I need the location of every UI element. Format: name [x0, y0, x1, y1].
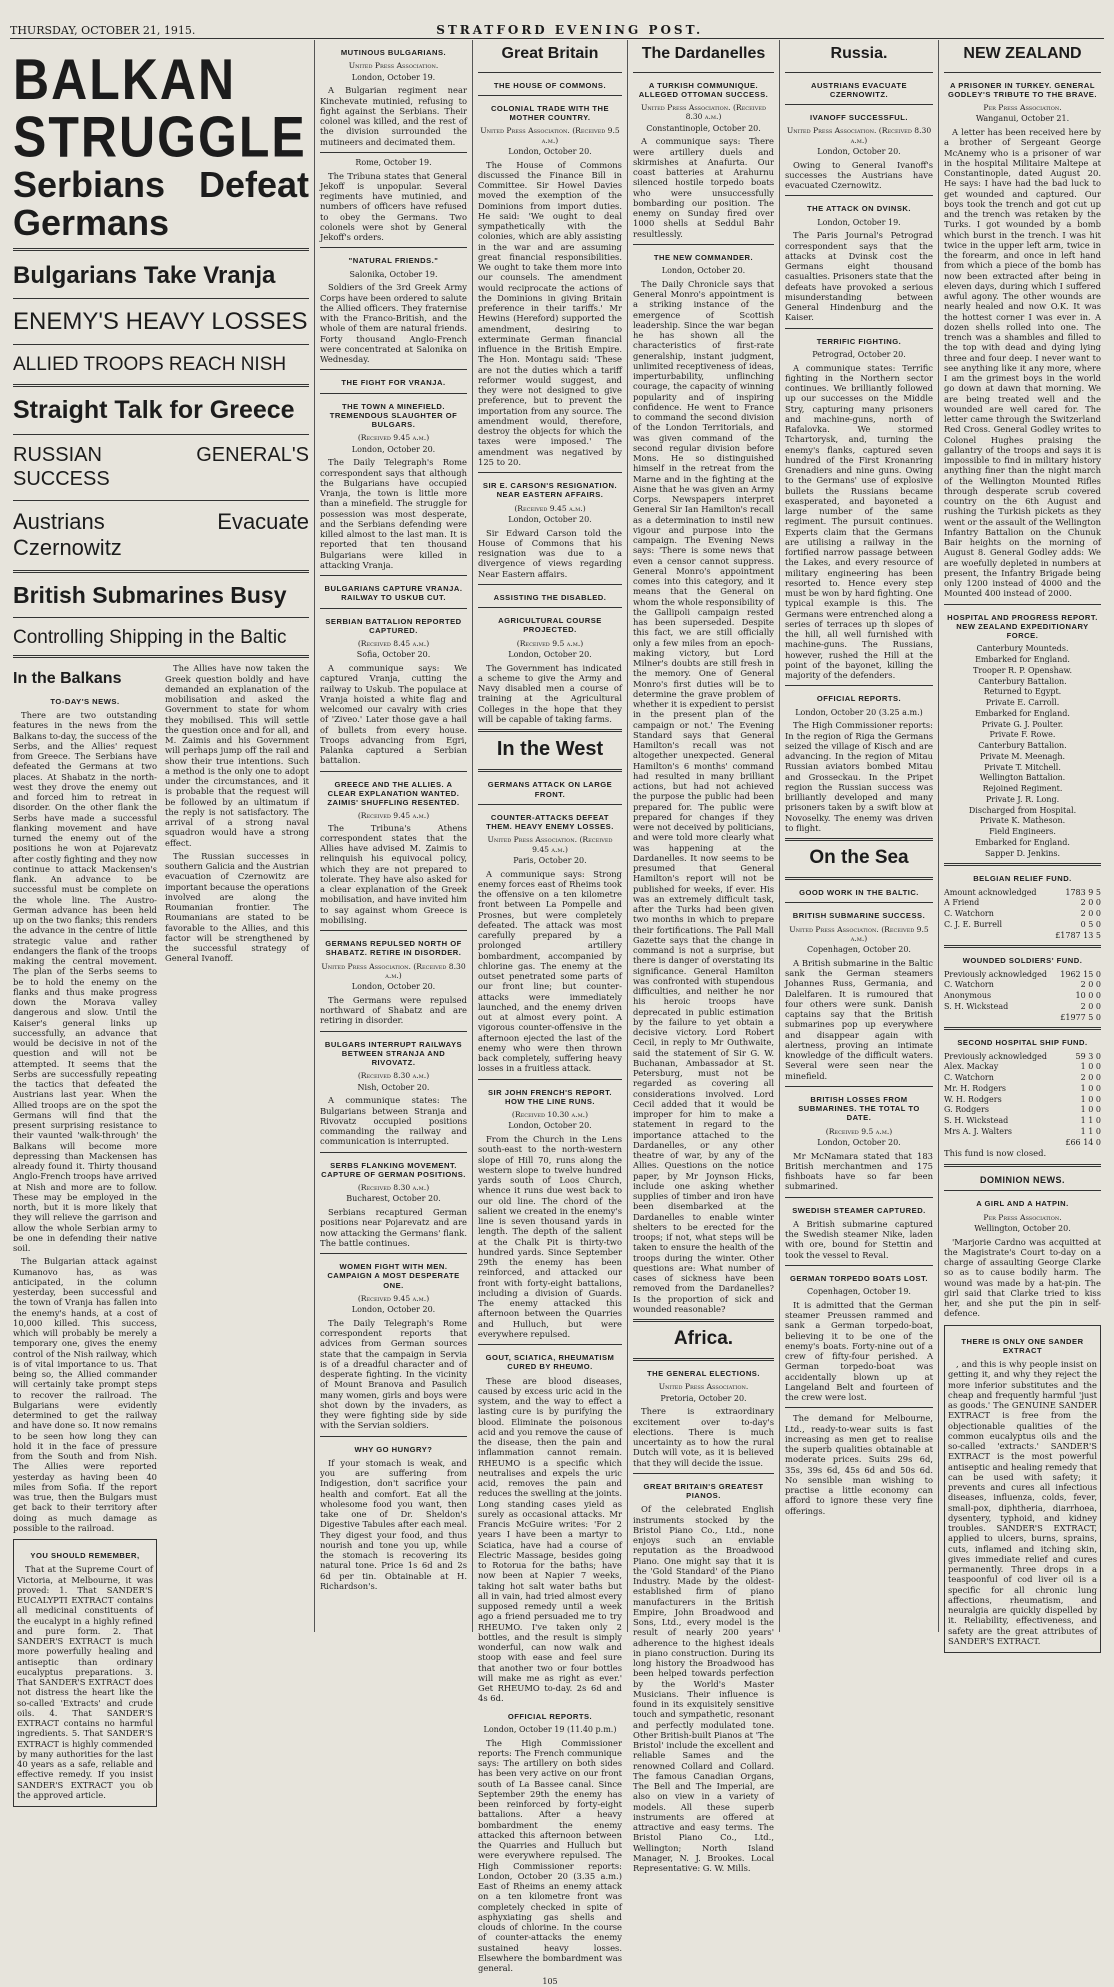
fund-row [944, 1062, 1101, 1072]
fund-row [944, 1116, 1101, 1126]
column-balkans [8, 40, 314, 1800]
article [785, 1274, 933, 1403]
balkans-text-4: The Russian successes in southern Galicia and the Austrian evacuation of Czernowitz are important because the operations involved are along the Roumanian frontier. The Roumanians are stated to be favorable to the Allies, and this factor will be strengthened by the successful strategy of General Ivanoff. [165, 850, 309, 964]
remember-text: That at the Supreme Court of Victoria, at Melbourne, it was proved: 1. That SANDER'S EUCALYPTI EXTRACT contains all medicinal constituents of the eucalypt in a highly refined and pure form. 2. That SANDER'S EXTRACT is much more powerfully healing and antiseptic than ordinary eucalyptus preparations. 3. That SANDER'S EXTRACT does not distress the heart like the so-called 'Extracts' and crude oils. 4. That SANDER'S EXTRACT contains no harmful ingredients. 5. That SANDER'S EXTRACT is highly commended by many authorities for the last 40 years as a safe, reliable and effective remedy. If you insist SANDER'S EXTRACT you ob the approved article. [17, 1564, 153, 1800]
article [633, 1369, 774, 1468]
article [320, 1445, 467, 1592]
balkans-text-1: There are two outstanding features in the news from the Balkans to-day, the success of the Serbs, and the Allies' request from Greece. The Serbians have defeated the Germans at two places. At Shabatz in the north-west they drove the enemy out and forced him to retreat in disorder. On the other flank the Serbs have made a successful flanking movement and have turned the enemy out of the positions he won at Pojarevatz after costly fighting and they now continue to attack Mackensen's flank. An advance to be successful must be complete on the whole line. The Austro-German advance has been held up on the two flanks; this renders the advance in the centre of little strategic value and rather endangers the flank of the troops making the central movement. The plan of the Serbs seems to be to hold the enemy on the flanks and thus make progress down the Morava valley dangerous and slow. Until the Kaiser's general links up successfully, an advance that would be decisive in not of the question and will not be attempted. It seems that the Serbs are successfully repeating the tactics that defeated the Austrians last year. When the Allied troops are on the spot the Germans will find that the present surprising resistance to their vaunted 'walk-through' the Balkans will become more depressing than Mackensen has already found it. Thirty thousand Anglo-French troops have arrived at Nish and more are to follow. These may be employed in the north, but it is more likely that they will relieve the garrison and allow the whole Serbian army to be one in defending their native soil. [13, 710, 157, 1254]
roll-entry: Private K. Matheson. [979, 816, 1066, 826]
fund-donor: C. J. E. Burrell [944, 919, 1003, 929]
article-body: The Tribuna states that General Jekoff is unpopular. Several regiments have mutinied, and numbers of officers have refused to obey the Germans. Two colonels were shot by General Jekoff's orders. [320, 170, 467, 242]
funds [944, 863, 1101, 1147]
great-britain-heading: Great Britain [501, 45, 599, 62]
fund-amount: 1 0 0 [1080, 1105, 1101, 1115]
west-heading: In the West [496, 738, 604, 761]
fund-amount: 0 5 0 [1080, 919, 1101, 929]
fund-total: £1787 13 5 [1055, 930, 1101, 940]
article [478, 813, 622, 1074]
fund-amount: 1 0 0 [1080, 1094, 1101, 1104]
new-zealand-heading: NEW ZEALAND [963, 45, 1082, 62]
article-title: WOMEN FIGHT WITH MEN. CAMPAIGN A MOST DESPERATE ONE. [327, 1262, 460, 1290]
headline-czernowitz: Austrians Evacuate Czernowitz [13, 508, 309, 561]
article-title: SIR E. CARSON'S RESIGNATION. NEAR EASTERN AFFAIRS. [482, 481, 618, 500]
article-dateline: London, October 20. [508, 1121, 592, 1131]
article-title: BRITISH LOSSES FROM SUBMARINES. THE TOTAL TO DATE. [798, 1094, 920, 1123]
article-title: THE TOWN A MINEFIELD. TREMENDOUS SLAUGHTER OF BULGARS. [329, 401, 458, 429]
article-body: The Daily Telegraph's Rome correspondent reports that advices from German sources state that the campaign in Servia is of a dreadful character and of desperate fighting. In the vicinity of Mount Branova and Pasulich many women, girls and boys were shot down by the invaders, as they were fighting side by side with the Servian soldiers. [320, 1317, 467, 1431]
fund-closed-note: This fund is now closed. [944, 1148, 1047, 1159]
article-title: THE HOUSE OF COMMONS. [493, 80, 607, 90]
fund-row [944, 1084, 1101, 1094]
article-title: IVANOFF SUCCESSFUL. [810, 113, 908, 123]
article-byline: (Received 8.30 a.m.) [357, 1183, 430, 1192]
fund-title: WOUNDED SOLDIERS' FUND. [962, 956, 1083, 966]
article-body: A letter has been received here by a brother of Sergeant George McAnemy who is a prisoner of war in the hospital Militaire Maltepe at Constantinople, dated August 20. He says: I have had the bad luck to get wounded and captured. Our boys took the trench and got cut up and the trench was retaken by the Turks. I got wounded by a bomb which burst in the trench. I was hit twice in the upper left arm, twice in the forearm, and once in left hand from which a piece of the bomb has now been extracted after being in eleven days, during which I suffered awful agony. The other wounds are nearly healed and now O.K. It was the hottest corner I was ever in. A dozen shells rolled into one. The trench was a shambles and filled to the top with dead and dying lying three and four deep. I never want to see anything like it any more, where I am the grimest boys in the world go down at dawn that morning. We are being treated well and the wounded are well cared for. The letter came through the Switzerland Red Cross. General Godley writes to Colonel Hughes praising the gallantry of the troops and says it is impossible to find in military history anything finer than the night march of the Wellington Mounted Rifles through desperate scrub covered country on the 6th August and rushing the Turkish pickets as they went or the assault of the Wellington Infantry Battalion on the Chunuk Bair heights on the morning of August 8. General Godley adds: We are woefully depleted in numbers at present, the Infantry Brigade being only 1200 instead of 4000 and the Mounted 400 instead of 2000. [944, 127, 1101, 599]
article [944, 81, 1101, 599]
article-body: A communique says: Strong enemy forces east of Rheims took the offensive on a ten kilometre front between La Pompelle and Prosnes, but were completely defeated. The attack was most carefully prepared by a prolonged artillery bombardment, accompanied by chlorine gas. The enemy at the outset penetrated some parts of our front line; but counter-attacks were immediately launched, and the enemy driven out at almost every point. A vigorous counter-offensive in the afternoon ejected the last of the enemy who were then thrown back completely, suffering heavy losses in a fruitless attack. [478, 868, 622, 1074]
article [785, 1095, 933, 1192]
fund-donor: Amount acknowledged [944, 887, 1037, 897]
article-dateline: Rome, October 19. [355, 157, 432, 167]
article [944, 613, 1101, 641]
article-byline: United Press Association. (Received 8.30 a.m.) [786, 126, 932, 145]
masthead [10, 22, 1104, 39]
article-body: A British submarine captured the Swedish steamer Nike, laden with ore, bound for Stettin and took the vessel to Reval. [785, 1218, 933, 1260]
article-title: "NATURAL FRIENDS." [348, 256, 439, 266]
article-title: SWEDISH STEAMER CAPTURED. [792, 1205, 926, 1215]
article-title: SERBS FLANKING MOVEMENT. CAPTURE OF GERMAN POSITIONS. [321, 1160, 466, 1179]
roll-entry: Field Engineers. [989, 827, 1056, 837]
article-dateline: London, October 20. [817, 1137, 901, 1147]
sander-advert [944, 1325, 1101, 1654]
headline-serbians-defeat: Serbians Defeat Germans [13, 164, 309, 243]
article [478, 1088, 622, 1340]
article-byline: (Received 9.45 a.m.) [514, 503, 586, 513]
article-title: BULGARS INTERRUPT RAILWAYS BETWEEN STRANJA AND RIVOVATZ. [324, 1039, 463, 1067]
article-title: MUTINOUS BULGARIANS. [340, 48, 447, 57]
article-body: The Paris Journal's Petrograd correspondent says that the attacks at Dvinsk cost the Germans eight thousand casualties. Prisoners state that the defeats have provoked a serious misunderstanding between General Hindenburg and the Kaiser. [785, 230, 933, 323]
expeditionary-roll [944, 644, 1101, 858]
fund-donor: W. H. Rodgers [944, 1094, 1002, 1104]
fund-amount: 2 0 0 [1080, 898, 1101, 908]
article-byline: (Received 8.45 a.m.) [357, 639, 430, 648]
roll-entry: Private F. Rowe. [989, 730, 1056, 740]
fund-amount: 1 1 0 [1080, 1116, 1101, 1126]
article-byline: United Press Association. (Received 8.30 a.m.) [321, 961, 466, 980]
article-title: GOOD WORK IN THE BALTIC. [799, 888, 919, 898]
fund-amount: 10 0 0 [1075, 991, 1101, 1001]
article-title: BRITISH SUBMARINE SUCCESS. [792, 911, 926, 921]
fund-row [944, 970, 1101, 980]
fund-amount: 1 1 0 [1080, 1126, 1101, 1136]
article [320, 402, 467, 571]
article [320, 1262, 467, 1431]
article-title: SIR JOHN FRENCH'S REPORT. HOW THE LINE RUNS. [487, 1087, 612, 1106]
headline-heavy-losses: ENEMY'S HEAVY LOSSES [13, 307, 308, 335]
fund-donor: Previously acknowledged [944, 1051, 1048, 1061]
article-byline: (Received 9.5 a.m.) [825, 1126, 893, 1136]
article-body: A Bulgarian regiment near Kinchevate mutinied, refusing to fight against the Serbians. Their colonel was killed, and the rest of the division surrounded the mutineers and decimated them. [320, 85, 467, 147]
fund-donor: C. Watchorn [944, 909, 994, 919]
article-byline: United Press Association. [348, 61, 439, 71]
headline-balkan-struggle: BALKAN STRUGGLE [13, 47, 307, 169]
balkans-text-3: The Allies have now taken the Greek question boldly and have demanded an explanation of the mobilisation and asked the Government to state for whom they mobilised. This will settle the question once and for all, and M. Zaimis and his Government will perhaps jump off the rail and show their true intentions. Such a method is the only one to adopt under the circumstances, and it is probable that the request will be followed by an ultimatum if the reply is not satisfactory. The arrival of a strong naval squadron would have a strong effect. [165, 663, 309, 848]
article-title: A GIRL AND A HATPIN. [976, 1199, 1069, 1209]
fund-amount: 2 0 0 [1080, 980, 1101, 990]
article [785, 204, 933, 322]
fund-donor: A Friend [944, 898, 980, 908]
article-dateline: Paris, October 20. [513, 855, 587, 865]
article-body: A communique says: We captured Vranja, cutting the railway to Uskub. The populace at Vranja hoisted a white flag and welcomed our cavalry with cries of 'Ziveo.' Later those gave a hail of bullets from every house. Troops advancing from Egri, Palanka captured a Serbian battalion. [320, 663, 467, 766]
dominion-heading: DOMINION NEWS. [980, 1174, 1065, 1185]
article [478, 593, 622, 602]
fund-row [944, 991, 1101, 1001]
fund-row [944, 1073, 1101, 1083]
article [785, 113, 933, 190]
official-reports-dateline: London, October 19 (11.40 p.m.) [483, 1724, 617, 1734]
article-byline: United Press Association. (Received 9.5 a.m.) [480, 126, 620, 145]
fund-amount: 1962 15 0 [1060, 969, 1101, 979]
article-title: A PRISONER IN TURKEY. GENERAL GODLEY'S TRIBUTE TO THE BRAVE. [947, 80, 1097, 99]
article-dateline: London, October 20. [661, 266, 746, 276]
article-byline: United Press Association. (Received 9.45 a.m.) [487, 835, 613, 854]
article-title: GERMAN TORPEDO BOATS LOST. [789, 1273, 929, 1283]
article-byline: (Received 9.45 a.m.) [357, 433, 430, 443]
article-body: Serbians recaptured German positions near Pojarevatz and are now attacking the Germans' flank. The battle continues. [320, 1207, 467, 1248]
article-dateline: London, October 20 (3.25 a.m.) [795, 707, 923, 717]
roll-entry: Canterbury Mounteds. [976, 644, 1069, 654]
headline-nish: ALLIED TROOPS REACH NISH [13, 354, 287, 376]
columns [0, 40, 1114, 1987]
roll-entry: Private J. R. Long. [985, 794, 1060, 804]
fund-donor: Previously acknowledged [944, 969, 1048, 979]
article-body: There is extraordinary excitement over to-day's elections. There is much uncertainty as to how the rural Dutch will vote, as it is believed that they will decide the issue. [633, 1406, 774, 1468]
balkans-body [13, 663, 309, 1813]
article-title: HOSPITAL AND PROGRESS REPORT. NEW ZEALAND EXPEDITIONARY FORCE. [947, 612, 1098, 641]
article-title: COUNTER-ATTACKS DEFEAT THEM. HEAVY ENEMY LOSSES. [486, 812, 614, 832]
fund-row [944, 898, 1101, 908]
roll-entry: Wellington Battalion. [979, 773, 1066, 783]
official-reports-body: The High Commissioner reports: The French communique says: The artillery on both sides has been very active on our front south of La Bassee canal. Since September 29th the enemy has been reinforced by forty-eight battalions. After a heavy bombardment the enemy attacked this afternoon between the Quarries and Hulluch but were everywhere repulsed. The High Commissioner reports: London, October 20 (3.35 a.m.) East of Rheims an enemy attack on a ten kilometre front was completely checked in spite of asphyxiating gas shells and clouds of chlorine. In the course of counter-attacks the enemy sustained heavy losses. Elsewhere the bombardment was general. [478, 1737, 622, 1974]
article-title: THE FIGHT FOR VRANJA. [341, 378, 446, 388]
sander-title: THERE IS ONLY ONE SANDER EXTRACT [961, 1336, 1084, 1355]
headline-submarines: British Submarines Busy [13, 582, 287, 609]
fund-total: £1977 5 0 [1060, 1012, 1101, 1022]
article-title: BULGARIANS CAPTURE VRANJA. RAILWAY TO USKUB CUT. [324, 584, 463, 603]
article-dateline: Sofia, October 20. [356, 650, 431, 660]
article-body: The Daily Telegraph's Rome correspondent says that although the Bulgarians have occupied Vranja, the town is little more than a minefield. The struggle for possession was most desperate, and the Serbians defending were killed almost to the last man. It is reported that ten thousand Bulgarians were killed in attacking Vranja. [320, 457, 467, 570]
fund-amount: 2 0 0 [1080, 1073, 1101, 1083]
column-new-zealand [938, 40, 1106, 1646]
article [320, 256, 467, 364]
fund-donor: S. H. Wickstead [944, 1001, 1009, 1011]
article-body: Sir Edward Carson told the House of Commons that his resignation was due to a divergence of views regarding Near Eastern affairs. [478, 527, 622, 579]
headline-greece: Straight Talk for Greece [13, 396, 295, 425]
article-title: ASSISTING THE DISABLED. [493, 592, 607, 602]
article-dateline: Bucharest, October 20. [346, 1194, 441, 1204]
article [478, 616, 622, 724]
article-body: From the Church in the Lens south-east to the north-western slope of Hill 70, runs along the western slope to twelve hundred yards south of Loos Church, whence it runs due west back to our old line. The chord of the salient we created in the enemy's line is seven thousand yards in length. The depth of the salient at the Chalk Pit is thirty-two hundred yards. Since September 29th the enemy has been reinforced, and attacked our front with forty-eight battalions, including a division of Guards. The enemy attacked this afternoon between the Quarries and Hulluch, but were everywhere repulsed. [478, 1134, 622, 1339]
article-body: It is admitted that the German steamer Preussen rammed and sank a German torpedo-boat, believing it to be one of the enemy's boats. Forty-nine out of a crew of fifty-four perished. A German torpedo-boat was accidentally blown up at Langeland Belt and fourteen of the crew were lost. [785, 1299, 933, 1403]
fund-row [944, 1127, 1101, 1137]
roll-entry: Canterbury Battalion. [978, 741, 1067, 751]
fund-row [944, 1105, 1101, 1115]
article [785, 694, 933, 833]
article-byline: (Received 8.30 a.m.) [357, 1071, 430, 1081]
article-dateline: London, October 20. [351, 444, 436, 454]
article [320, 378, 467, 387]
article-title: AUSTRIANS EVACUATE CZERNOWITZ. [810, 80, 908, 99]
roll-entry: Private G. J. Poulter. [981, 719, 1064, 729]
article-byline: United Press Association. [658, 1382, 749, 1392]
fund-donor: C. Watchorn [944, 1073, 994, 1083]
fund-amount: 59 3 0 [1075, 1051, 1101, 1061]
article-body: A communique states: Terrific fighting in the Northern sector continues. We brilliantly followed up our successes on the Middle Stry, capturing many prisoners and machine-guns, north of Rafalovka. We stormed Tchartorysk, and, turning the enemy's flanks, captured seven hundred of the First Kronanring Grenadiers and nine guns. Owing to the Germans' use of explosive bullets the Russians became exasperated, and bayoneted a large number of the same regiment. The pursuit continues. Experts claim that the Germans are utilising a railway in the fortified narrow passage between the Lakes, and every resource of military engineering has been resorted to. Hence every step must be won by hard fighting. One typical example is this. The Germans were entrenched along a series of terraces up th slopes of the hill, all well furnished with machine-guns. The Russians, however, rushed the Hill at the point of the bayonet, killing the majority of the defenders. [785, 362, 933, 681]
article [785, 1206, 933, 1260]
fund-amount: 2 0 0 [1080, 909, 1101, 919]
column-russia [779, 40, 938, 1632]
article-title: THE ATTACK ON DVINSK. [806, 204, 911, 214]
article-byline: (Received 9.5 a.m.) [516, 638, 584, 648]
fund-donor: C. Watchorn [944, 980, 994, 990]
article [320, 584, 467, 603]
article [320, 1161, 467, 1249]
column-great-britain [472, 40, 627, 1987]
headline-baltic: Controlling Shipping in the Baltic [13, 627, 287, 649]
article-dateline: Wellington, October 20. [974, 1223, 1071, 1233]
article-title: OFFICIAL REPORTS. [816, 694, 902, 704]
article-dateline: London, October 20. [351, 1305, 436, 1314]
article-byline: (Received 9.45 a.m.) [357, 1293, 430, 1303]
article-body: These are blood diseases, caused by excess uric acid in the system, and the way to effect a lasting cure is by purifying the blood. Eliminate the poisonous acid and you remove the cause of the disease, then the pain and inflammation cannot remain. RHEUMO is a specific which neutralises and expels the uric acid, removes the pain and reduces the swelling at the joints. Long standing cases yield as surely as occasional attacks. Mr Francis McGuire writes: 'For 2 years I have been a martyr to Sciatica, have had a course of Electric Massage, besides going to Rotorua for the baths; have now been at Napier 7 weeks, taking hot salt water baths but all in vain, had tried almost every supposed remedy until a week ago a friend persuaded me to try RHEUMO. I've taken only 2 bottles, and the result is simply wonderful, can now walk and stoop with ease and feel sure that another two or four bottles will make me as right as ever.' Get RHEUMO to-day. 2s 6d and 4s 6d. [478, 1375, 623, 1704]
article-body: The Germans were repulsed northward of Shabatz and are retiring in disorder. [320, 994, 467, 1026]
roll-entry: Trooper R. P. Openshaw. [972, 665, 1072, 675]
headline-vranja: Bulgarians Take Vranja [13, 261, 276, 289]
article-body: A communique says: There were artillery duels and skirmishes at Anafurta. Our coast batteries at Arahurnu silenced hostile torpedo boats who were unsuccessfully bombarding our position. The enemy on Sunday fired over 1000 shells at Seddul Bahr resultlessly. [633, 136, 774, 239]
article [785, 81, 933, 100]
roll-entry: Rejoined Regiment. [982, 784, 1063, 794]
article-body: Of the celebrated English instruments stocked by the Bristol Piano Co., Ltd., none enjoys such an enviable reputation as the Broadwood Piano. One might say that it is the 'Gold Standard' of the Piano Industry. Made by the oldest-established firm of piano manufacturers in the British Empire, John Broadwood and Sons, Ltd., every model is the result of nearly 200 years' adherence to the highest ideals in piano construction. During its long history the Broadwood has been helped towards perfection by the World's Master Musicians. Their influence is found in its exquisitely sensitive touch and sympathetic, resonant and perfectly modulated tone. Other British-built Pianos at 'The Bristol' include the excellent and reliable Sames and the renowned Collard and Collard. The famous Canadian Organs, The Bell and The Imperial, are also on view in a variety of models. All these superb instruments are offered at attractive and easy terms. The Bristol Piano Co., Ltd., Wellington; North Island Manager, N. J. Brookes. Local Representative: G. W. Mills. [633, 1504, 774, 1874]
roll-entry: Canterbury Battalion. [978, 676, 1067, 686]
roll-entry: Private M. Meenagh. [979, 751, 1066, 761]
fund-row [944, 909, 1101, 919]
article-body: The Tribuna's Athens correspondent states that the Allies have advised M. Zaimis to relinquish his equivocal policy, which they are not prepared to tolerate. They have also asked for a clear explanation of the Greek mobilisation, and have invited him to say against whom Greece is mobilising. [320, 822, 467, 925]
article-title: THE NEW COMMANDER. [653, 252, 754, 262]
article-dateline: London, October 20. [817, 146, 901, 156]
article-dateline: Constantinople, October 20. [646, 123, 761, 133]
article [478, 780, 622, 799]
article [320, 158, 467, 243]
fund-amount: 1783 9 5 [1065, 887, 1101, 897]
fund-donor: G. Rodgers [944, 1105, 989, 1115]
article [478, 104, 622, 467]
article [320, 939, 467, 1026]
fund-row [944, 888, 1101, 898]
article-title: SERBIAN BATTALION REPORTED CAPTURED. [325, 616, 462, 635]
article [785, 337, 933, 681]
roll-entry: Discharged from Hospital. [968, 805, 1077, 815]
sander-text: , and this is why people insist on getting it, and why they reject the more inferior substitutes and the cheap and frequently harmful 'just as goods.' The GENUINE SANDER EXTRACT is free from the objectionable qualities of the common eucalyptus oils and the so-called 'extracts.' SANDER'S EXTRACT is the most powerful antiseptic and healing remedy that can be used with safety; it prevents and cures all infectious diseases, influenza, colds, fever, small-pox, diphtheria, diarrhoea, dysentery, typhoid, and kidney troubles. SANDER'S EXTRACT, applied to ulcers, burns, sprains, cuts, inflamed and itching skin, gives immediate relief and cures permanently. Three drops in a teaspoonful of cod liver oil is a specific for all chronic lung affections, rheumatism, and neuralgia are quickly dispelled by it. Reliability, effectiveness, and safety are the great attributes of SANDER'S EXTRACT. [948, 1359, 1097, 1646]
article [785, 888, 933, 897]
fund-row [944, 980, 1101, 990]
issue-date: THURSDAY, OCTOBER 21, 1915. [10, 23, 196, 37]
sea-heading: On the Sea [809, 847, 909, 869]
fund-donor: Anonymous [944, 991, 992, 1001]
article [785, 1413, 933, 1516]
article [478, 81, 622, 90]
article-dateline: Salonika, October 19. [349, 269, 438, 279]
article-byline: Per Press Association. [983, 1212, 1062, 1222]
article [633, 81, 774, 239]
column-dardanelles [627, 40, 779, 1874]
fund-donor: S. H. Wickstead [944, 1116, 1009, 1126]
article [633, 253, 774, 1314]
article-title: COLONIAL TRADE WITH THE MOTHER COUNTRY. [490, 103, 610, 123]
article-dateline: Copenhagen, October 20. [807, 945, 911, 955]
article [478, 1353, 622, 1704]
article-dateline: Copenhagen, October 19. [807, 1287, 911, 1297]
headline-russian-general: RUSSIAN GENERAL'S SUCCESS [13, 443, 309, 491]
remember-advert [13, 1539, 157, 1807]
roll-entry: Embarked for England. [975, 837, 1070, 847]
article-dateline: London, October 19. [817, 217, 901, 227]
article-title: THE GENERAL ELECTIONS. [647, 1369, 760, 1379]
fund-amount: 1 0 0 [1080, 1083, 1101, 1093]
article [320, 780, 467, 926]
article-title: GERMANS ATTACK ON LARGE FRONT. [487, 780, 613, 799]
balkans-heading: In the Balkans [13, 670, 122, 688]
roll-entry: Returned to Egypt. [983, 687, 1062, 697]
article-dateline: London, October 19. [351, 72, 436, 82]
fund-row [944, 1052, 1101, 1062]
roll-entry: Private T. Mitchell. [984, 762, 1061, 772]
article-title: TERRIFIC FIGHTING. [816, 336, 902, 346]
article-dateline: Pretoria, October 20. [660, 1393, 747, 1403]
official-reports-title: OFFICIAL REPORTS. [507, 1711, 593, 1721]
article-dateline: London, October 20. [351, 982, 436, 991]
article-byline: Per Press Association. [983, 103, 1062, 113]
article-title: GOUT, SCIATICA, RHEUMATISM CURED BY RHEUMO. [485, 1353, 615, 1372]
roll-entry: Sapper D. Jenkins. [984, 848, 1061, 858]
article-body: The Government has indicated a scheme to give the Army and Navy disabled men a course of training at the Agricultural Colleges in the hope that they will be capable of taking farms. [478, 662, 622, 724]
fund-row [944, 1002, 1101, 1012]
article-body: Mr McNamara stated that 183 British merchantmen and 175 fishboats have so far been submarined. [785, 1150, 933, 1192]
article-body: A communique states: The Bulgarians between Stranja and Rivovatz occupied positions commanding the railway and communication is interrupted. [320, 1095, 467, 1147]
article-dateline: London, October 20. [508, 649, 592, 659]
article-body: The demand for Melbourne, Ltd., ready-to-wear suits is fast increasing as men get to realise the superb qualities obtainable at moderate prices. Suits 29s 6d, 35s, 39s 6d, 45s 6d and 50s 6d. No sensible man wishing to practise a little economy can afford to ignore these very fine offerings. [785, 1413, 933, 1516]
article [320, 617, 467, 766]
article-byline: United Press Association. (Received 9.5 a.m.) [789, 924, 929, 943]
page-number: 105 [542, 1977, 558, 1987]
article [944, 1199, 1101, 1318]
article-body: The House of Commons discussed the Finance Bill in Committee. Sir Howel Davies moved the exemption of the Dominions from import duties. He said: 'We ought to deal sympathetically with the colonies, which are ably assisting in the war and are assuming great financial responsibilities. We ought to take them more into our counsels. The amendment would reciprocate the actions of the Dominions in giving Britain preference in their tariffs.' Mr Hewins (Hereford) supported the amendment, desiring to exterminate German financial influence in the British Empire. The Hon. Montagu said: 'These are not the duties which a tariff reformer would suggest, and they were not designed to give preference, but to prevent the importation from any source. The amendment would, therefore, destroy the objects for which the taxes were imposed.' The amendment was negatived by 125 to 20. [478, 159, 622, 467]
dardanelles-heading: The Dardanelles [641, 45, 766, 62]
article [785, 911, 933, 1081]
fund-donor: Mrs A. J. Walters [944, 1126, 1012, 1136]
article-body: The High Commissioner reports: In the region of Riga the Germans seized the village of Kisch and are advancing. In the region of Mitau Russian aviators bombed Mitau and Grosseckau. In the Pripet region the Russian success was brilliantly developed and many prisoners taken by a swift blow at Novoselky. The enemy was driven to flight. [785, 720, 933, 833]
fund-title: BELGIAN RELIEF FUND. [973, 874, 1072, 884]
article [478, 481, 622, 579]
article-body: Owing to General Ivanoff's successes the Austrians have evacuated Czernowitz. [785, 159, 933, 191]
article [320, 48, 467, 147]
article-body: The Daily Chronicle says that General Monro's appointment is a striking instance of the emergence of Scottish leadership. Since the war began he has shown all the characteristics of first-rate generalship, instant judgment, unlimited receptiveness of ideas, imperturbability, unflinching courage, the capacity of winning popularity and of inspiring confidence. He went to France to command the second division of the London Territorials, and was given command of the second regular division before Mons. He so distinguished himself in the retreat from the Marne and in the fighting at the Aisne that he was given an Army Corps. Newspapers interpret General Sir Ian Hamilton's recall as a determination to instil new vigour and purpose into the campaign. The Evening News says: 'There is some news that even a censor cannot suppress. General Monro's appointment comes into this category, and it means that the General on whom the whole responsibility of the Gallipoli campaign rested has been superseded. Despite this fact, we are still officially only a few miles from an epoch-making victory, but Lord Milner's doubts are still fresh in the memory. One of General Monro's first duties will be to determine the grave problem of whether it is expedient to persist in the present plan of the campaign or not.' The Evening Standard says that General Hamilton's recall was not altogether unexpected. General Hamilton's 6 months' command had resulted in many brilliant actions, but had not achieved the purpose the public had been prepared for. The public were prepared for changes if they were not deceived by politicians, and were told more clearly what was happening at the Dardanelles. It now seems to be presumed that General Hamilton's report will not be published for weeks, if ever. His was an extremely difficult task, after the Turks had been given two months in which to prepare their fortifications. The Pall Mall Gazette says that the change in command is not a surprise, but there is danger of overstating its significance. General Hamilton was confronted with stupendous difficulties, and neither he nor his heroic troops have deprecated in public estimation by the failure to yet obtain a decisive victory. Lord Robert Cecil, in reply to Mr Outhwaite, said the statement of Sir G. W. Buchanan, Ambassador at St. Petersburg, must not be regarded as covering all considerations involved. Lord Cecil added that it would be improper for him to make a statement in regard to the importance attached to the Dardanelles, or any other theatre of war, by any of the Allies. Questions on the notice paper, by Mr Joynson Hicks, include one asking whether supplies of timber and iron have been disembarked at the Dardanelles to enable winter shelters to be erected for the troops; if not, what steps will be taken to ensure the health of the troops during the winter. Other questions are: What number of cases of sickness have been removed from the Dardanelles? Is the proportion of sick and wounded reasonable? [633, 278, 774, 1314]
fund-amount: 1 0 0 [1080, 1062, 1101, 1072]
fund-title: SECOND HOSPITAL SHIP FUND. [957, 1038, 1088, 1048]
fund-total: £66 14 0 [1065, 1137, 1101, 1147]
article-byline: (Received 10.30 a.m.) [511, 1110, 589, 1120]
fund-amount: 2 0 0 [1080, 1001, 1101, 1011]
article [633, 1482, 774, 1874]
article-dateline: Wanganui, October 21. [975, 114, 1070, 124]
fund-row [944, 1095, 1101, 1105]
article-dateline: Petrograd, October 20. [812, 349, 906, 359]
article-dateline: London, October 20. [508, 146, 592, 156]
balkans-text-2: The Bulgarian attack against Kumanovo has, as was anticipated, in the column yesterday, been successful and the town of Vranja has fallen into the enemy's hands, at a cost of 10,000 killed. This success, which will probably be merely a temporary one, gives the enemy control of the Nish railway, which is of vital importance to us. That being so, the Allied commander will certainly take prompt steps to recover the railroad. The Bulgarians were evidently determined to get the railway and have done so. It now remains to be seen how long they can hold it in the face of pressure from the South and from Nish. The Allies were reported yesterday as having been 40 miles from Sofia. If the report was true, then the Bulgars must get back to their territory after doing as much damage as possible to the railroad. [13, 1256, 157, 1533]
article-title: WHY GO HUNGRY? [354, 1444, 433, 1454]
fund-row [944, 920, 1101, 930]
fund-donor: Mr. H. Rodgers [944, 1083, 1007, 1093]
column-2 [314, 40, 472, 1632]
russia-heading: Russia. [830, 45, 888, 62]
article-body: 'Marjorie Cardno was acquitted at the Magistrate's Court to-day on a charge of assaulting George Clarke so as to cause bodily harm. The wound was made by a hat-pin. The girl said that Clarke tried to kiss her, and she put the pin in self-defence. [944, 1236, 1101, 1319]
article-title: A TURKISH COMMUNIQUE. ALLEGED OTTOMAN SUCCESS. [638, 80, 769, 99]
roll-entry: Embarked for England. [975, 655, 1070, 665]
article-title: GREECE AND THE ALLIES. A CLEAR EXPLANATION WANTED. ZAIMIS' SHUFFLING RESENTED. [327, 779, 460, 807]
article-dateline: Nish, October 20. [357, 1082, 430, 1092]
article-body: If your stomach is weak, and you are suffering from Indigestion, don't sacrifice your health and comfort. Eat all the wholesome food you want, then take one of Dr. Sheldon's Digestive Tabules after each meal. They digest your food, and thus nourish and tone you up, while the stomach is recovering its natural tone. Price 1s 6d and 2s 6d per tin. Obtainable at H. Richardson's. [320, 1457, 467, 1591]
article-title: GREAT BRITAIN'S GREATEST PIANOS. [643, 1481, 764, 1501]
article-byline: (Received 9.45 a.m.) [357, 811, 430, 821]
article-body: A British submarine in the Baltic sank the German steamers Johannes Russ, Germania, and Dalelfaren. It is rumoured that four others were sunk. Danish captains say that the British submarines pop up everywhere and disappear again with alertness, proving an intimate knowledge of the difficult waters. Several were seen near the minefield. [785, 957, 933, 1081]
article [320, 1040, 467, 1147]
article-body: Soldiers of the 3rd Greek Army Corps have been ordered to salute the Allied officers. They fraternise with the Franco-British, and the whole of them are natural friends. Forty thousand Anglo-French were concentrated at Salonika on Wednesday. [320, 282, 467, 364]
article-dateline: London, October 20. [508, 514, 592, 524]
article-title: GERMANS REPULSED NORTH OF SHABATZ. RETIRE IN DISORDER. [325, 939, 462, 958]
article-byline: United Press Association. (Received 8.30 a.m.) [640, 103, 766, 122]
roll-entry: Private E. Carroll. [985, 698, 1060, 708]
roll-entry: Embarked for England. [975, 708, 1070, 718]
remember-title: YOU SHOULD REMEMBER, [30, 1551, 140, 1561]
africa-heading: Africa. [673, 1328, 734, 1350]
balkans-subheading: TO-DAY'S NEWS. [50, 696, 120, 706]
article-title: AGRICULTURAL COURSE PROJECTED. [498, 616, 602, 635]
fund-donor: Alex. Mackay [944, 1062, 999, 1072]
paper-title: STRATFORD EVENING POST. [436, 23, 704, 37]
